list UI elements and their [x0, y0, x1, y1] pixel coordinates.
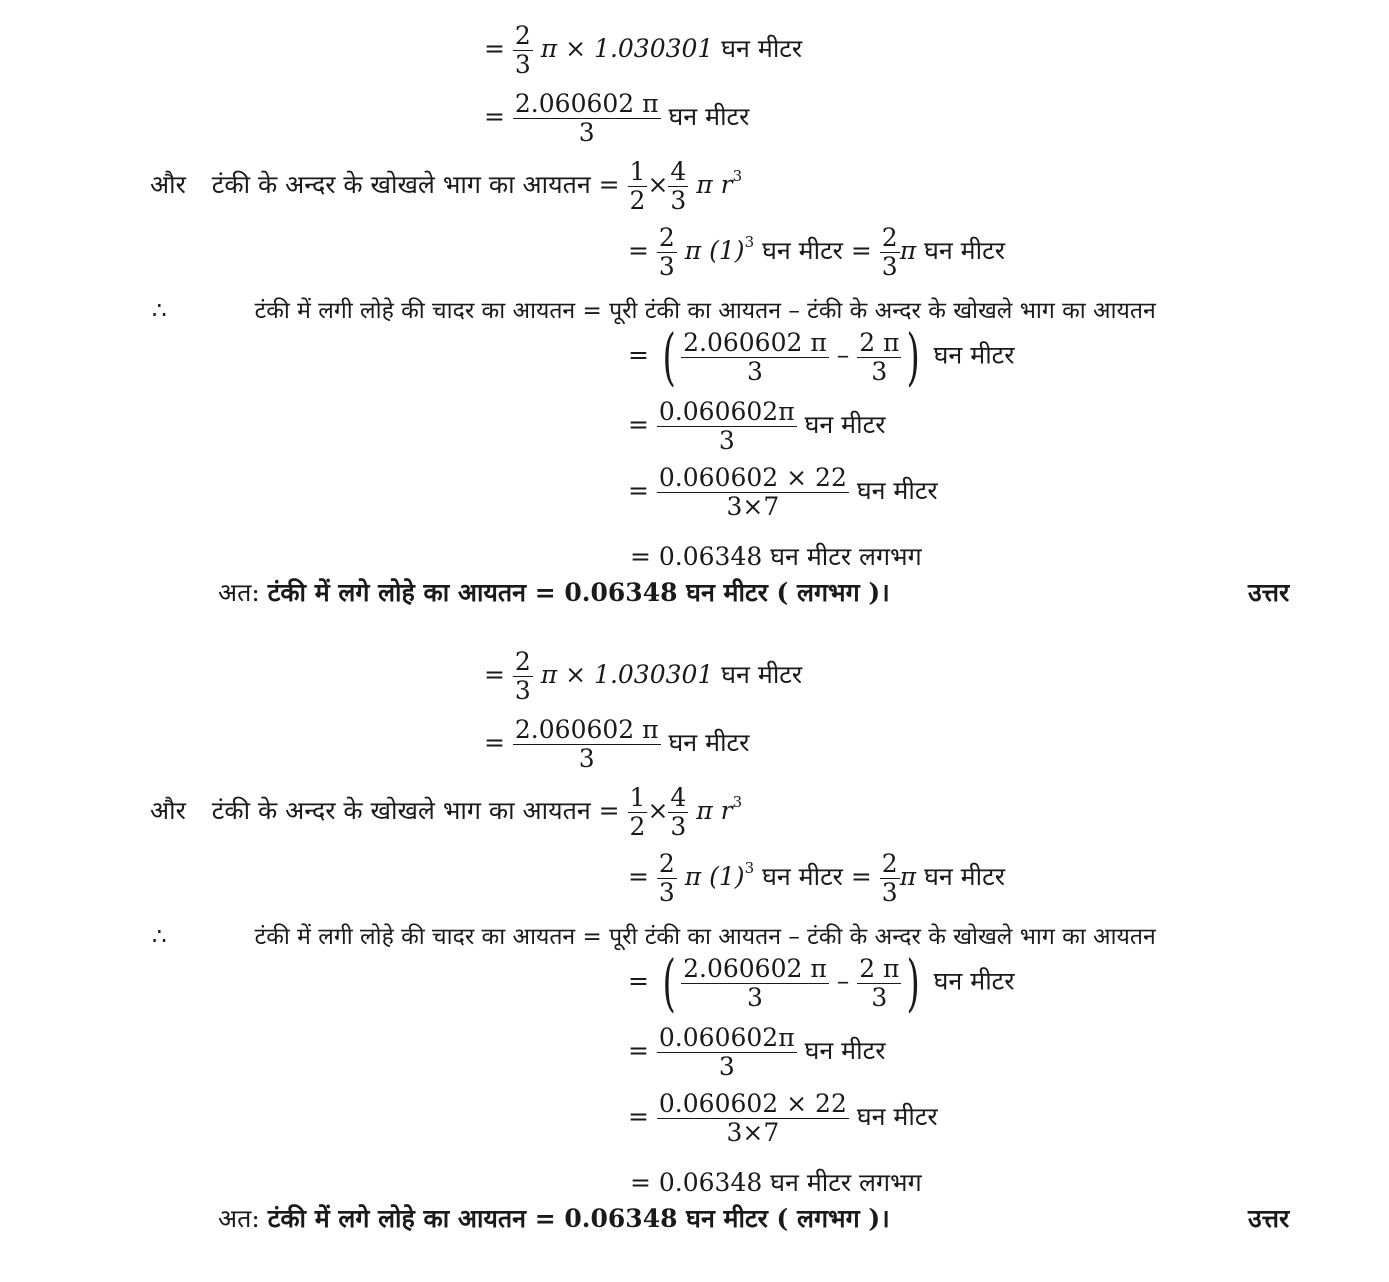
answer-statement: टंकी में लगे लोहे का आयतन = 0.06348 घन मीटर ( लगभग )। — [267, 578, 890, 607]
equals-sign: = — [850, 236, 872, 265]
equals-sign: = — [850, 862, 872, 891]
fraction — [513, 716, 661, 773]
numerator: 1 — [629, 157, 646, 186]
numerator: 2.060602 π — [683, 327, 827, 357]
unit: घन मीटर — [668, 102, 750, 131]
equals-sign: = — [628, 340, 649, 370]
times-sign: × — [647, 796, 669, 825]
denominator: 3 — [670, 186, 687, 215]
left-paren: ( — [662, 946, 676, 1019]
denominator: 2 — [629, 186, 646, 215]
equals-sign: = — [628, 966, 649, 996]
denominator: 3 — [578, 118, 595, 147]
denominator: 3 — [578, 744, 595, 773]
numerator: 2 — [881, 223, 898, 252]
therefore-symbol: ∴ — [152, 298, 167, 324]
answer-label: उत्तर — [1248, 1204, 1290, 1233]
unit: घन मीटर — [721, 34, 803, 63]
eq-line-9 — [630, 1168, 922, 1198]
exponent: 3 — [744, 859, 755, 877]
denominator: 3 — [670, 812, 687, 841]
unit: घन मीटर — [856, 1102, 938, 1131]
expression: π r — [696, 170, 733, 199]
numerator: 0.060602π — [658, 1023, 795, 1052]
eq-line-1 — [484, 648, 802, 705]
eq-line-4 — [628, 850, 1005, 907]
numerator: 4 — [670, 157, 687, 186]
eq-line-6 — [628, 320, 1015, 393]
fraction — [880, 850, 900, 907]
left-paren: ( — [662, 320, 676, 393]
numerator: 0.060602 × 22 — [658, 463, 847, 492]
fraction — [880, 224, 900, 281]
fraction — [628, 784, 648, 841]
numerator: 1 — [629, 783, 646, 812]
hence-word: अत: — [218, 1204, 260, 1233]
fraction — [857, 955, 901, 1012]
denominator: 3 — [718, 1052, 735, 1081]
fraction — [657, 1090, 849, 1147]
solution-block-1 — [0, 0, 1389, 630]
numerator: 2 π — [859, 327, 900, 357]
fraction — [681, 329, 829, 386]
fraction — [628, 158, 648, 215]
right-paren: ) — [906, 320, 921, 393]
numerator: 4 — [670, 783, 687, 812]
equals-sign: = — [484, 660, 505, 689]
expression: π × 1.030301 — [540, 660, 714, 689]
expression: π (1) — [684, 236, 745, 265]
equals-sign: = — [628, 410, 649, 439]
fraction — [681, 955, 829, 1012]
label: टंकी के अन्दर के खोखले भाग का आयतन = — [211, 796, 620, 825]
equals-sign: = — [628, 476, 649, 505]
minus-sign: – — [836, 340, 850, 370]
denominator: 3 — [514, 676, 531, 705]
fraction — [513, 22, 533, 79]
answer-line — [218, 578, 890, 608]
denominator: 3 — [871, 356, 888, 386]
minus-sign: – — [836, 966, 850, 996]
equals-sign: = — [628, 236, 649, 265]
numerator: 2.060602 π — [683, 953, 827, 983]
unit: घन मीटर — [933, 966, 1015, 996]
statement: टंकी में लगी लोहे की चादर का आयतन = पूरी टंकी का आयतन – टंकी के अन्दर के खोखले भाग का आयतन — [254, 298, 1156, 324]
hollow-volume-line — [150, 784, 742, 841]
exponent: 3 — [744, 233, 755, 251]
result-value: = 0.06348 — [630, 542, 763, 571]
fraction — [657, 464, 849, 521]
denominator: 3 — [658, 252, 675, 281]
expression: π × 1.030301 — [540, 34, 714, 63]
numerator: 2 — [658, 223, 675, 252]
eq-line-6 — [628, 946, 1015, 1019]
exponent: 3 — [732, 793, 743, 811]
equals-sign: = — [484, 34, 505, 63]
answer-line — [218, 1204, 890, 1234]
numerator: 2 — [514, 21, 531, 50]
answer-tag — [1248, 1204, 1289, 1234]
eq-line-8 — [628, 464, 938, 521]
equals-sign: = — [628, 1102, 649, 1131]
numerator: 2 — [658, 849, 675, 878]
denominator: 3 — [881, 252, 898, 281]
times-sign: × — [647, 170, 669, 199]
numerator: 0.060602π — [658, 397, 795, 426]
denominator: 3×7 — [726, 492, 780, 521]
denominator: 3×7 — [726, 1118, 780, 1147]
eq-line-2 — [484, 90, 749, 147]
unit: घन मीटर — [762, 862, 843, 891]
label: टंकी के अन्दर के खोखले भाग का आयतन = — [211, 170, 620, 199]
eq-line-7 — [628, 398, 885, 455]
fraction — [657, 398, 797, 455]
eq-line-9 — [630, 542, 922, 572]
eq-line-8 — [628, 1090, 938, 1147]
hollow-volume-line — [150, 158, 742, 215]
numerator: 2 — [514, 647, 531, 676]
fraction — [657, 1024, 797, 1081]
therefore-symbol: ∴ — [152, 924, 167, 950]
denominator: 3 — [746, 982, 763, 1012]
fraction — [657, 850, 677, 907]
statement: टंकी में लगी लोहे की चादर का आयतन = पूरी टंकी का आयतन – टंकी के अन्दर के खोखले भाग का आयतन — [254, 924, 1156, 950]
expression: π (1) — [684, 862, 745, 891]
unit: घन मीटर — [721, 660, 803, 689]
unit-approx: घन मीटर लगभग — [770, 1168, 922, 1197]
denominator: 3 — [881, 878, 898, 907]
equals-sign: = — [484, 728, 505, 757]
numerator: 2 — [881, 849, 898, 878]
unit: घन मीटर — [668, 728, 750, 757]
denominator: 3 — [871, 982, 888, 1012]
answer-label: उत्तर — [1248, 578, 1290, 607]
fraction — [857, 329, 901, 386]
equals-sign: = — [628, 862, 649, 891]
fraction — [668, 784, 688, 841]
denominator: 3 — [718, 426, 735, 455]
equals-sign: = — [484, 102, 505, 131]
eq-line-7 — [628, 1024, 885, 1081]
eq-line-1 — [484, 22, 802, 79]
right-paren: ) — [906, 946, 921, 1019]
result-value: = 0.06348 — [630, 1168, 763, 1197]
conjunction: और — [150, 170, 186, 199]
conjunction: और — [150, 796, 186, 825]
fraction — [513, 90, 661, 147]
unit: घन मीटर — [924, 236, 1005, 265]
therefore-line — [152, 922, 1156, 952]
exponent: 3 — [732, 167, 743, 185]
expression: π r — [696, 796, 733, 825]
unit: घन मीटर — [924, 862, 1005, 891]
equals-sign: = — [628, 1036, 649, 1065]
denominator: 3 — [514, 50, 531, 79]
unit-approx: घन मीटर लगभग — [770, 542, 922, 571]
unit: घन मीटर — [933, 340, 1015, 370]
numerator: 2.060602 π — [514, 89, 659, 118]
denominator: 3 — [658, 878, 675, 907]
numerator: 0.060602 × 22 — [658, 1089, 847, 1118]
fraction — [657, 224, 677, 281]
eq-line-2 — [484, 716, 749, 773]
fraction — [513, 648, 533, 705]
therefore-line — [152, 296, 1156, 326]
fraction — [668, 158, 688, 215]
unit: घन मीटर — [856, 476, 938, 505]
denominator: 3 — [746, 356, 763, 386]
pi-symbol: π — [899, 862, 917, 891]
denominator: 2 — [629, 812, 646, 841]
eq-line-4 — [628, 224, 1005, 281]
unit: घन मीटर — [762, 236, 843, 265]
hence-word: अत: — [218, 578, 260, 607]
solution-block-2 — [0, 626, 1389, 1256]
numerator: 2 π — [859, 953, 900, 983]
numerator: 2.060602 π — [514, 715, 659, 744]
answer-statement: टंकी में लगे लोहे का आयतन = 0.06348 घन मीटर ( लगभग )। — [267, 1204, 890, 1233]
unit: घन मीटर — [804, 410, 886, 439]
unit: घन मीटर — [804, 1036, 886, 1065]
pi-symbol: π — [899, 236, 917, 265]
answer-tag — [1248, 578, 1289, 608]
